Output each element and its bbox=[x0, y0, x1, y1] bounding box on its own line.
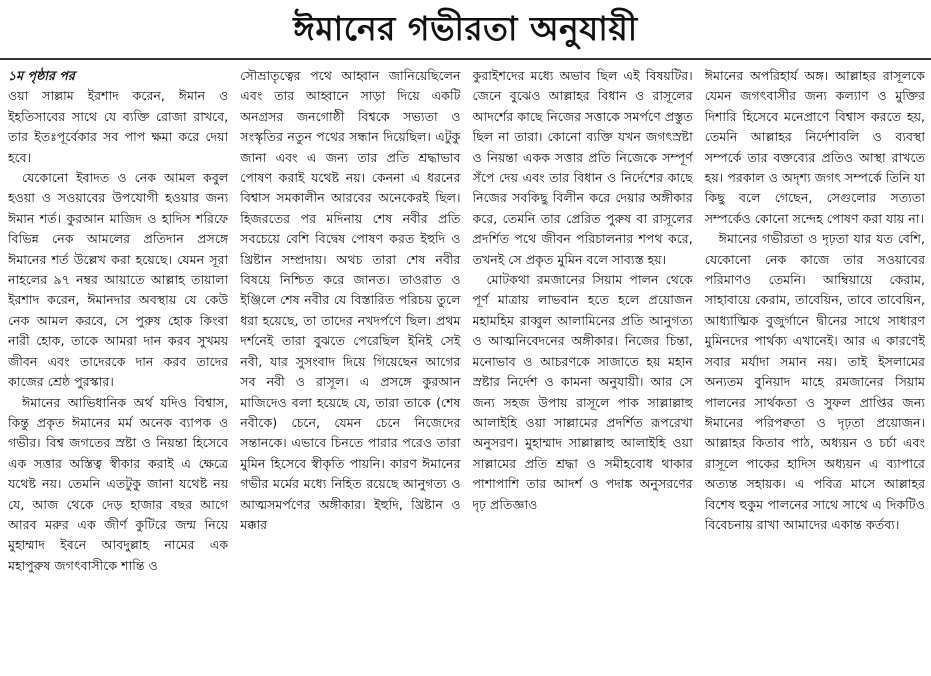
paragraph: ঈমানের অপরিহার্য অঙ্গ। আল্লাহর রাসূলকে যেমন জগৎবাসীর জন্য কল্যাণ ও মুক্তির দিশারি হিসেবে মনেপ্রাণে বিশ্বাস করতে হয়, তেমনি আল্লাহর নির্দেশাবলি ও ব্যবস্থা সম্পর্কে তার বক্তব্যের প্রতিও আস্থা রাখতে হয়। পরকাল ও অদৃশ্য জগৎ সম্পর্কে তিনি যা কিছু বলে গেছেন, সেগুলোর সত্যতা সম্পর্কেও কোনো সন্দেহ পোষণ করা যায় না। bbox=[704, 68, 925, 226]
paragraph: সৌভ্রাতৃত্বের পথে আহ্বান জানিয়েছিলেন এবং তার আহ্বানে সাড়া দিয়ে একটি অনগ্রসর জনগোষ্ঠী বিশ্বকে সভ্যতা ও সংস্কৃতির নতুন পথের সন্ধান দিয়েছিল। এটুকু জানা এবং এ জন্য তার প্রতি শ্রদ্ধাভাব পোষণ করাই যথেষ্ট নয়। কেননা এ ধরনের বিশ্বাস সমকালীন আরবের অনেকেরই ছিল। হিজরতের পর মদিনায় শেষ নবীর প্রতি সবচেয়ে বেশি বিদ্বেষ পোষণ করত ইহুদি ও খ্রিষ্টান সম্প্রদায়। অথচ তারা শেষ নবীর বিষয়ে নিশ্চিত করে জানত। তাওরাত ও ইঞ্জিলে শেষ নবীর যে বিস্তারিত পরিচয় তুলে ধরা হয়েছে, তা তাদের নখদর্পণে ছিল। প্রথম দর্শনেই তারা বুঝতে পেরেছিল ইনিই সেই নবী, যার সুসংবাদ দিয়ে গিয়েছেন আগের সব নবী ও রাসূল। এ প্রসঙ্গে কুরআন মাজিদেও বলা হয়েছে যে, তারা তাকে (শেষ নবীকে) চেনে, যেমন চেনে নিজেদের সন্তানকে। এভাবে চিনতে পারার পরেও তারা মুমিন হিসেবে স্বীকৃতি পায়নি। কারণ ঈমানের গভীর মর্মের মধ্যে নিহিত রয়েছে আনুগত্য ও আত্মসমর্পণের অঙ্গীকার। ইহুদি, খ্রিষ্টান ও মক্কার bbox=[240, 68, 461, 532]
article-headline: ঈমানের গভীরতা অনুযায়ী bbox=[293, 9, 638, 48]
column-4 bbox=[705, 66, 925, 672]
paragraph: যেকোনো ইবাদত ও নেক আমল কবুল হওয়া ও সওয়াবের উপযোগী হওয়ার জন্য ঈমান শর্ত। কুরআন মাজিদ ও হাদিস শরিফে বিভিন্ন নেক আমলের প্রতিদান প্রসঙ্গে ঈমানের শর্ত উল্লেখ করা হয়েছে। যেমন সূরা নাহলের ৯৭ নম্বর আয়াতে আল্লাহ তায়ালা ইরশাদ করেন, ঈমানদার অবস্থায় যে কেউ নেক আমল করবে, সে পুরুষ হোক কিংবা নারী হোক, তাকে আমরা দান করব সুখময় জীবন এবং তাদেরকে দান করব তাদের কাজের শ্রেষ্ঠ পুরস্কার। bbox=[8, 170, 229, 390]
paragraph: ঈমানের আভিধানিক অর্থ যদিও বিশ্বাস, কিন্তু প্রকৃত ঈমানের মর্ম অনেক ব্যাপক ও গভীর। বিশ্ব জগতের স্রষ্টা ও নিয়ন্তা হিসেবে এক সত্তার অস্তিত্ব স্বীকার করাই এ ক্ষেত্রে যথেষ্ট নয়। তেমনি এতটুকু জানা যথেষ্ট নয় যে, আজ থেকে দেড় হাজার বছর আগে আরব মরুর এক জীর্ণ কুটিরে জন্ম নিয়ে মুহাম্মাদ ইবনে আবদুল্লাহ নামের এক মহাপুরুষ জগৎবাসীকে শান্তি ও bbox=[8, 394, 229, 573]
continuation-label: ১ম পৃষ্ঠার পর bbox=[8, 68, 75, 83]
paragraph: ঈমানের গভীরতা ও দৃঢ়তা যার যত বেশি, যেকোনো নেক কাজে তার সওয়াবের পরিমাণও তেমনি। আম্বিয়ায়ে কেরাম, সাহাবায়ে কেরাম, তাবেয়িন, তাবে তাবেয়িন, আধ্যাত্মিক বুজুর্গানে দ্বীনের সাথে সাধারণ মুমিনদের পার্থক্য এখানেই। আর এ কারণেই সবার মর্যাদা সমান নয়। তাই ইসলামের অন্যতম বুনিয়াদ মাহে রমজানের সিয়াম পালনের সার্থকতা ও সুফল প্রাপ্তির জন্য ঈমানের পরিপক্বতা ও দৃঢ়তা প্রয়োজন। আল্লাহর কিতাব পাঠ, অধ্যয়ন ও চর্চা এবং রাসূলে পাকের হাদিস অধ্যয়ন এ ব্যাপারে অত্যন্ত সহায়ক। এ পবিত্র মাসে আল্লাহর বিশেষ হুকুম পালনের সাথে সাথে এ দিকটিও বিবেচনায় রাখা আমাদের একান্ত কর্তব্য। bbox=[704, 231, 925, 532]
paragraph: মোটকথা রমজানের সিয়াম পালন থেকে পূর্ণ মাত্রায় লাভবান হতে হলে প্রয়োজন মহামহিম রাব্বুল আলামিনের প্রতি আনুগত্য ও আত্মনিবেদনের অঙ্গীকার। নিজের চিন্তা, মনোভাব ও আচরণকে সাজাতে হয় মহান স্রষ্টার নির্দেশ ও কামনা অনুযায়ী। আর সে জন্য সহজ উপায় রাসূলে পাক সাল্লাল্লাহু আলাইহি ওয়া সাল্লামের প্রদর্শিত রূপরেখা অনুসরণ। মুহাম্মাদ সাল্লাল্লাহু আলাইহি ওয়া সাল্লামের প্রতি শ্রদ্ধা ও সমীহবোধ থাকার পাশাপাশি তার আদর্শ ও পদাঙ্ক অনুসরণের দৃঢ় প্রতিজ্ঞাও bbox=[472, 272, 693, 512]
column-3 bbox=[473, 66, 693, 672]
column-1 bbox=[8, 66, 228, 672]
headline-rule bbox=[0, 58, 931, 60]
paragraph: ওয়া সাল্লাম ইরশাদ করেন, ঈমান ও ইহতিসাবের সাথে যে ব্যক্তি রোজা রাখবে, তার ইতঃপূর্বেকার সব পাপ ক্ষমা করে দেয়া হবে। bbox=[8, 88, 229, 165]
column-2 bbox=[240, 66, 460, 672]
article-body bbox=[8, 66, 925, 672]
paragraph: কুরাইশদের মধ্যে অভাব ছিল এই বিষয়টির। জেনে বুঝেও আল্লাহর বিধান ও রাসূলের আদর্শের কাছে নিজের সত্তাকে সমর্পণে প্রস্তুত ছিল না তারা। কোনো ব্যক্তি যখন জগৎস্রষ্টা ও নিয়ন্তা একক সত্তার প্রতি নিজেকে সম্পূর্ণ সঁপে দেয় এবং তার বিধান ও নির্দেশের কাছে নিজের সবকিছু বিলীন করে দেয়ার অঙ্গীকার করে, তেমনি তার প্রেরিত পুরুষ বা রাসূলের প্রদর্শিত পথে জীবন পরিচালনার শপথ করে, তখনই সে প্রকৃত মুমিন বলে সাব্যস্ত হয়। bbox=[472, 68, 693, 267]
